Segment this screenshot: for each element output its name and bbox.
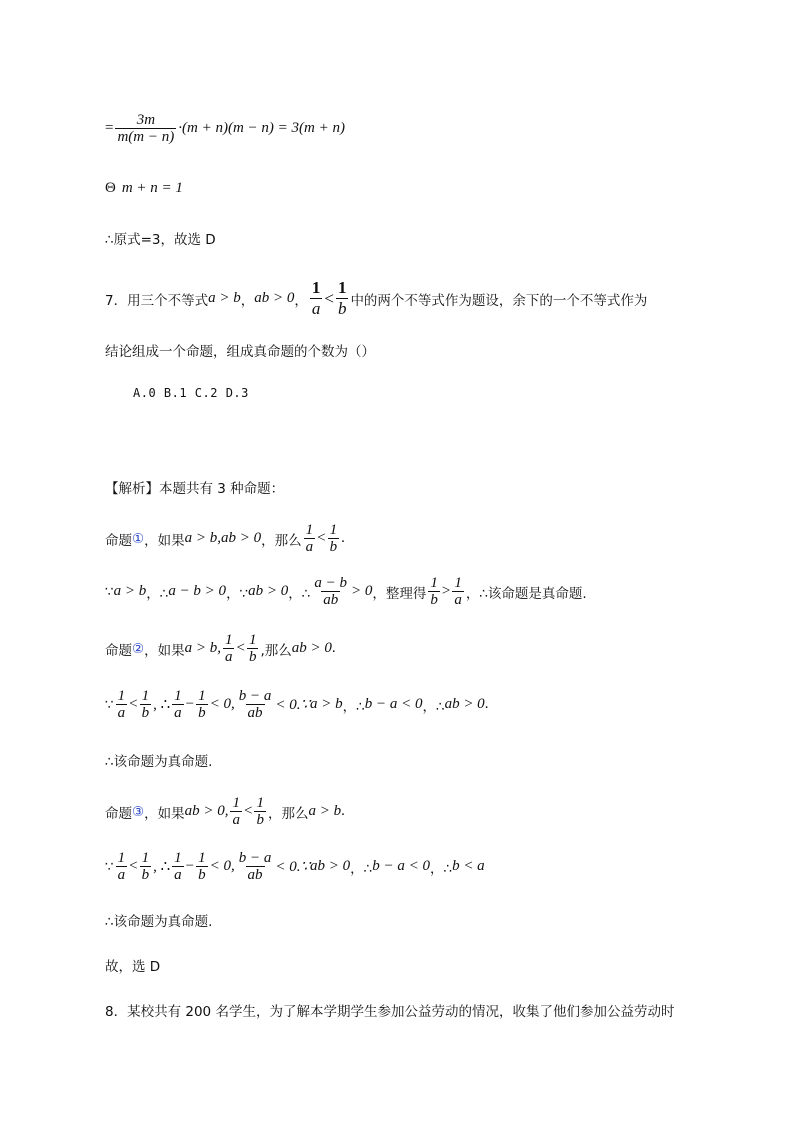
fraction [452,575,464,608]
fraction-denominator: a [454,592,462,608]
fraction [237,850,274,883]
less-than: < [317,530,326,546]
because-symbol: ∵ [105,583,114,600]
fraction-denominator: ab [247,867,263,883]
proposition-1-proof [105,575,587,608]
fraction-numerator: 1 [141,688,150,704]
condition: a > b, [184,640,221,656]
fraction-numerator: 1 [232,795,240,811]
fraction [254,795,266,828]
proposition-3 [105,795,345,828]
fraction-denominator: b [337,299,347,318]
label: 命题 [105,642,132,659]
therefore: , ∴ [153,859,171,875]
minus-sign: − [185,696,195,712]
fraction [247,632,259,665]
proposition-3-proof [105,850,485,883]
fraction-numerator: 1 [174,688,182,704]
fraction-denominator: a [174,867,182,883]
less-than: < [129,696,138,712]
fraction [428,575,440,608]
label: 命题 [105,805,132,822]
question-7-text: 结论组成一个命题，组成真命题的个数为（） [105,344,375,360]
question-7-options [133,386,249,400]
circled-number: ① [132,530,145,547]
fraction [230,795,242,828]
fraction-numerator: 1 [329,522,338,538]
therefore: , ∴ [153,697,171,713]
question-7-prefix: 7．用三个不等式 [105,292,209,309]
therefore: ，∴ [288,585,311,602]
fraction-numerator: 1 [198,688,206,704]
expr: < 0.∵ [275,697,310,713]
minus-sign: − [185,858,195,874]
fraction-denominator: b [198,867,206,883]
question-7-suffix: 中的两个不等式作为题设，余下的一个不等式作为 [350,292,648,309]
question-8-line-1 [105,1000,674,1020]
fraction-numerator: 1 [198,850,206,866]
text: ，整理得 [372,585,427,602]
expr: > 0 [351,583,373,599]
equation-expr: m + n = 1 [121,180,183,196]
expr: b − a < 0 [372,858,430,874]
text: ，如果 [144,642,185,659]
fraction-denominator: a [305,539,314,555]
fraction-numerator: a − b [314,575,347,591]
fraction-1-over-b [336,278,349,319]
period: . [484,696,489,712]
fraction-denominator: a [117,867,126,883]
proposition-2-proof [105,688,488,721]
circled-number: ③ [132,803,145,820]
fraction [304,522,316,555]
fraction-numerator: 1 [256,795,264,811]
greater-than: > [441,583,451,599]
expr: < 0, [209,696,235,712]
expr: < 0, [209,858,235,874]
fraction-denominator: b [141,705,150,721]
fraction-numerator: 1 [141,850,150,866]
expr: ab > 0 [310,858,351,874]
question-7-line-2 [105,340,375,360]
proposition-1 [105,522,345,555]
period: . [341,530,345,546]
equation-line-2 [105,180,183,197]
therefore: ，∴ [342,698,365,715]
expr: b < a [452,858,485,874]
fraction [172,688,184,721]
fraction-denominator: ab [247,705,263,721]
condition: a > b,ab > 0 [184,530,262,546]
text: ,那么 [260,642,292,659]
expr: < 0.∵ [275,859,310,875]
fraction-denominator: ab [323,592,339,608]
fraction-numerator: 1 [454,575,462,591]
fraction-3m [115,112,176,145]
fraction-numerator: 1 [117,688,126,704]
fraction-numerator: 1 [224,632,233,648]
analysis-title: 【解析】本题共有 3 种命题： [105,481,285,497]
fraction [172,850,184,883]
label: 命题 [105,532,132,549]
text: ，∴该命题是真命题. [465,585,587,602]
fraction-denominator: a [117,705,126,721]
less-than: < [324,288,334,308]
conclusion-text: ∴原式=3，故选 D [105,232,216,248]
proposition-2 [105,632,336,665]
fraction-denominator: b [430,592,438,608]
fraction [312,575,349,608]
condition: ab > 0, [184,803,229,819]
expr: ab > 0 [444,696,485,712]
therefore: ，∴ [422,698,445,715]
final-answer [105,955,160,975]
fraction-numerator: 1 [305,522,314,538]
conclusion: a > b [308,803,342,819]
inequality-2: ab > 0 [254,290,295,306]
less-than: < [243,803,253,819]
options-text: A.0 B.1 C.2 D.3 [133,386,249,400]
fraction [196,850,208,883]
question-7-line-1 [105,278,647,319]
text: ，那么 [261,532,302,549]
fraction [328,522,340,555]
fraction-numerator: b − a [238,688,272,704]
fraction [140,688,152,721]
final-answer-text: 故，选 D [105,959,161,975]
fraction-denominator: a [174,705,182,721]
conclusion-text: ∴该命题为真命题. [105,914,213,930]
fraction-numerator: 1 [117,850,126,866]
fraction-numerator: 1 [311,278,321,297]
text: ，那么 [267,805,309,822]
fraction-numerator: 1 [337,278,347,297]
expr: a > b [310,696,343,712]
period: . [341,803,345,819]
conclusion: ab > 0 [291,640,332,656]
fraction-numerator: b − a [238,850,272,866]
analysis-heading [105,477,284,497]
proposition-3-conclusion [105,910,212,930]
separator: ， [240,292,255,309]
expr: a > b [113,583,147,599]
equation-line-1 [105,112,345,145]
fraction-denominator: a [232,812,240,828]
text: ，如果 [144,532,185,549]
expr: a − b > 0 [168,583,227,599]
circled-number: ② [132,640,145,657]
therefore: ，∴ [146,585,169,602]
separator: ， [294,292,308,309]
fraction [223,632,235,665]
less-than: < [236,640,245,656]
conclusion-line [105,228,216,248]
because-symbol: ∵ [105,858,114,875]
expr: b − a < 0 [364,696,423,712]
period: . [331,640,336,656]
because-symbol: ∵ [105,696,114,713]
fraction-1-over-a [310,278,323,319]
fraction [237,688,274,721]
fraction-numerator: 1 [248,632,257,648]
proposition-2-conclusion [105,750,212,770]
fraction [116,688,128,721]
fraction-denominator: m(m − n) [117,129,175,145]
fraction-numerator: 1 [174,850,182,866]
fraction-numerator: 3m [136,112,156,128]
because-symbol: ，∵ [226,585,249,602]
fraction-denominator: a [311,299,321,318]
because-symbol: Θ [105,180,116,196]
fraction [196,688,208,721]
expr: ab > 0 [248,583,289,599]
therefore: ，∴ [350,860,373,877]
text: ，如果 [144,805,185,822]
question-8-text: 8．某校共有 200 名学生，为了解本学期学生参加公益劳动的情况，收集了他们参加公益劳动时 [105,1004,675,1020]
inequality-1: a > b [208,290,241,306]
conclusion-text: ∴该命题为真命题. [105,754,213,770]
less-than: < [129,858,138,874]
equals-sign: = [105,120,114,136]
fraction-numerator: 1 [430,575,438,591]
therefore: ，∴ [429,860,453,877]
fraction-denominator: b [198,705,206,721]
fraction [140,850,152,883]
fraction-denominator: b [248,649,257,665]
fraction [116,850,128,883]
equation-rest: ·(m + n)(m − n) = 3(m + n) [178,120,345,136]
fraction-denominator: b [329,539,338,555]
fraction-denominator: b [256,812,264,828]
fraction-denominator: a [224,649,233,665]
fraction-denominator: b [141,867,150,883]
